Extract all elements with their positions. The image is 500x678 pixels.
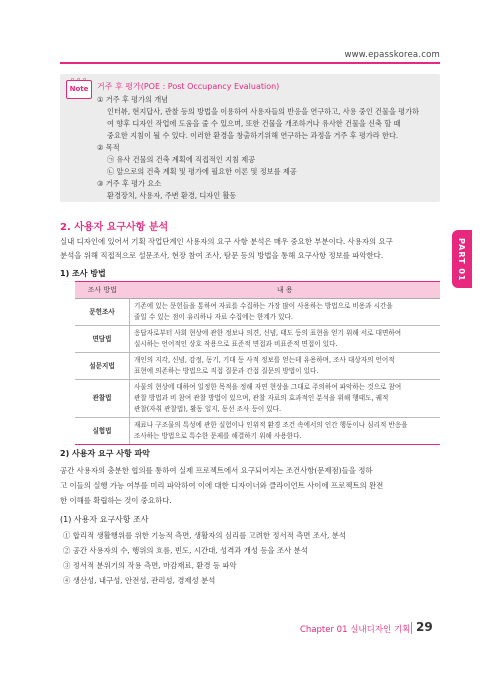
footer-chapter: Chapter 01 실내디자인 기획 — [300, 625, 411, 635]
note-line: 중요한 지침이 될 수 있다. 이러한 환경을 창출하기위해 연구하는 과정을 거주 후 평가라 한다. — [107, 131, 399, 140]
note-badge-label: Note — [69, 85, 89, 93]
requirement-line: 공간 사용자의 충분한 협의를 통하여 실제 프로젝트에서 요구되어지는 조건사항(문제점)들을 정하 — [60, 466, 373, 475]
survey-method-table — [75, 281, 440, 445]
table-row — [75, 299, 440, 326]
header-rule — [60, 62, 440, 64]
requirement-line: 한 이해를 확립하는 것이 중요하다. — [60, 496, 172, 505]
note-line: 여 향후 디자인 작업에 도움을 줄 수 있으며, 또한 건물을 개조하거나 유사한 건물을 신축 할 때 — [107, 119, 401, 128]
method-cell: 문헌조사 — [75, 299, 130, 326]
content-line: 줄일 수 있는 점이 유리하나 자료 수집에는 한계가 있다. — [134, 313, 293, 321]
requirement-item: ④ 생산성, 내구성, 안전성, 관리성, 경제성 분석 — [63, 576, 216, 585]
note-line: ① 거주 후 평가의 개념 — [97, 95, 169, 104]
note-line: 환경장치, 사용자, 주변 환경, 디자인 활동 — [107, 191, 237, 200]
content-line: 조사하는 방법으로 특수한 문제를 해결하기 위해 사용한다. — [134, 432, 302, 440]
column-header-method: 조사 방법 — [75, 282, 130, 299]
table-header-row — [75, 282, 440, 299]
part-tab — [452, 230, 472, 288]
content-cell — [130, 326, 441, 353]
survey-heading: 1) 조사 방법 — [60, 269, 106, 278]
content-cell — [130, 380, 441, 418]
table-row — [75, 353, 440, 380]
intro-line: 실내 디자인에 있어서 기획 작업단계인 사용자의 요구 사항 분석은 매우 중요한 부분이다. 사용자의 요구 — [60, 237, 393, 246]
content-line: 기존에 있는 문헌들을 통하여 자료를 수집하는 가장 많이 사용하는 방법으로 비용과 시간을 — [134, 302, 393, 310]
content-line: 응답자로부터 사회 현상에 관한 정보나 의견, 신념, 태도 등의 표현을 얻기 위해 서로 대면하여 — [134, 329, 402, 337]
table-row — [75, 326, 440, 353]
note-line: ㉡ 앞으로의 건축 계획 및 평가에 필요한 이론 및 정보를 제공 — [107, 167, 297, 176]
content-cell — [130, 418, 441, 445]
method-cell: 설문지법 — [75, 353, 130, 380]
note-line: ③ 거주 후 평가 요소 — [97, 179, 162, 188]
requirement-heading: 2) 사용자 요구 사항 파악 — [60, 449, 150, 458]
intro-line: 분석을 위해 직접적으로 설문조사, 현장 참여 조사, 탐문 등의 방법을 통해 요구사항 정보를 파악한다. — [60, 251, 384, 260]
part-tab-label: PART 01 — [457, 238, 466, 282]
note-line: ㉠ 유사 건물의 건축 계획에 직접적인 지침 제공 — [107, 155, 256, 164]
table-row — [75, 418, 440, 445]
content-line: 관찰(자취 관찰법), 활동 일지, 동선 조사 등이 있다. — [134, 405, 282, 413]
method-cell: 면담법 — [75, 326, 130, 353]
method-cell: 실험법 — [75, 418, 130, 445]
content-cell — [130, 299, 441, 326]
requirement-item: ③ 정서적 분위기의 작용 측면, 마감재료, 환경 등 파악 — [63, 561, 237, 570]
note-title: 거주 후 평가(POE : Post Occupancy Evaluation) — [97, 82, 280, 91]
note-line: ② 목적 — [97, 143, 120, 152]
content-line: 표현에 의존하는 방법으로 직접 질문과 간접 질문의 방법이 있다. — [134, 367, 319, 375]
footer-divider — [411, 622, 412, 634]
note-line: 인터뷰, 현지답사, 관찰 등의 방법을 이용하여 사용자들의 반응을 연구하고, 사용 중인 건물을 평가하 — [107, 107, 419, 116]
content-line: 재료나 구조물의 특성에 관한 실험이나 인위적 환경 조건 속에서의 인간 행동이나 심리적 반응을 — [134, 421, 408, 429]
content-line: 개인의 지각, 신념, 감정, 동기, 기대 등 사적 정보를 얻는데 유용하며, 조사 대상자의 언어적 — [134, 356, 395, 364]
requirement-item: ① 합리적 생활행위를 위한 기능적 측면, 생활자의 심리를 고려한 정서적 측면 조사, 분석 — [63, 531, 347, 540]
content-cell — [130, 353, 441, 380]
binder-rings-icon: ooo — [71, 77, 90, 83]
requirement-item: ② 공간 사용자의 수, 행위의 흐름, 빈도, 시간대, 성격과 개성 등을 조사 분석 — [63, 546, 308, 555]
section-title: 2. 사용자 요구사항 분석 — [60, 222, 169, 233]
content-line: 사물의 현상에 대하여 일정한 목적을 정해 자연 현상을 그대로 주의하여 파악하는 것으로 참여 — [134, 383, 402, 391]
site-url: www.epasskorea.com — [344, 50, 440, 60]
table-row — [75, 380, 440, 418]
requirement-subheading: (1) 사용자 요구사항 조사 — [60, 515, 149, 524]
content-line: 실시하는 언어적인 상호 작용으로 표준적 면접과 비표준적 면접이 있다. — [134, 340, 338, 348]
method-cell: 관찰법 — [75, 380, 130, 418]
content-line: 관찰 방법과 비 참여 관찰 방법이 있으며, 관찰 자료의 효과적인 분석을 위해 행태도, 궤적 — [134, 394, 389, 402]
page-number: 29 — [416, 620, 433, 634]
column-header-content: 내 용 — [130, 282, 441, 299]
requirement-line: 고 이들의 실행 가능 여부를 미리 파악하여 이에 대한 디자이너와 클라이언트 사이에 프로젝트의 완전 — [60, 481, 384, 490]
note-badge — [66, 77, 92, 99]
